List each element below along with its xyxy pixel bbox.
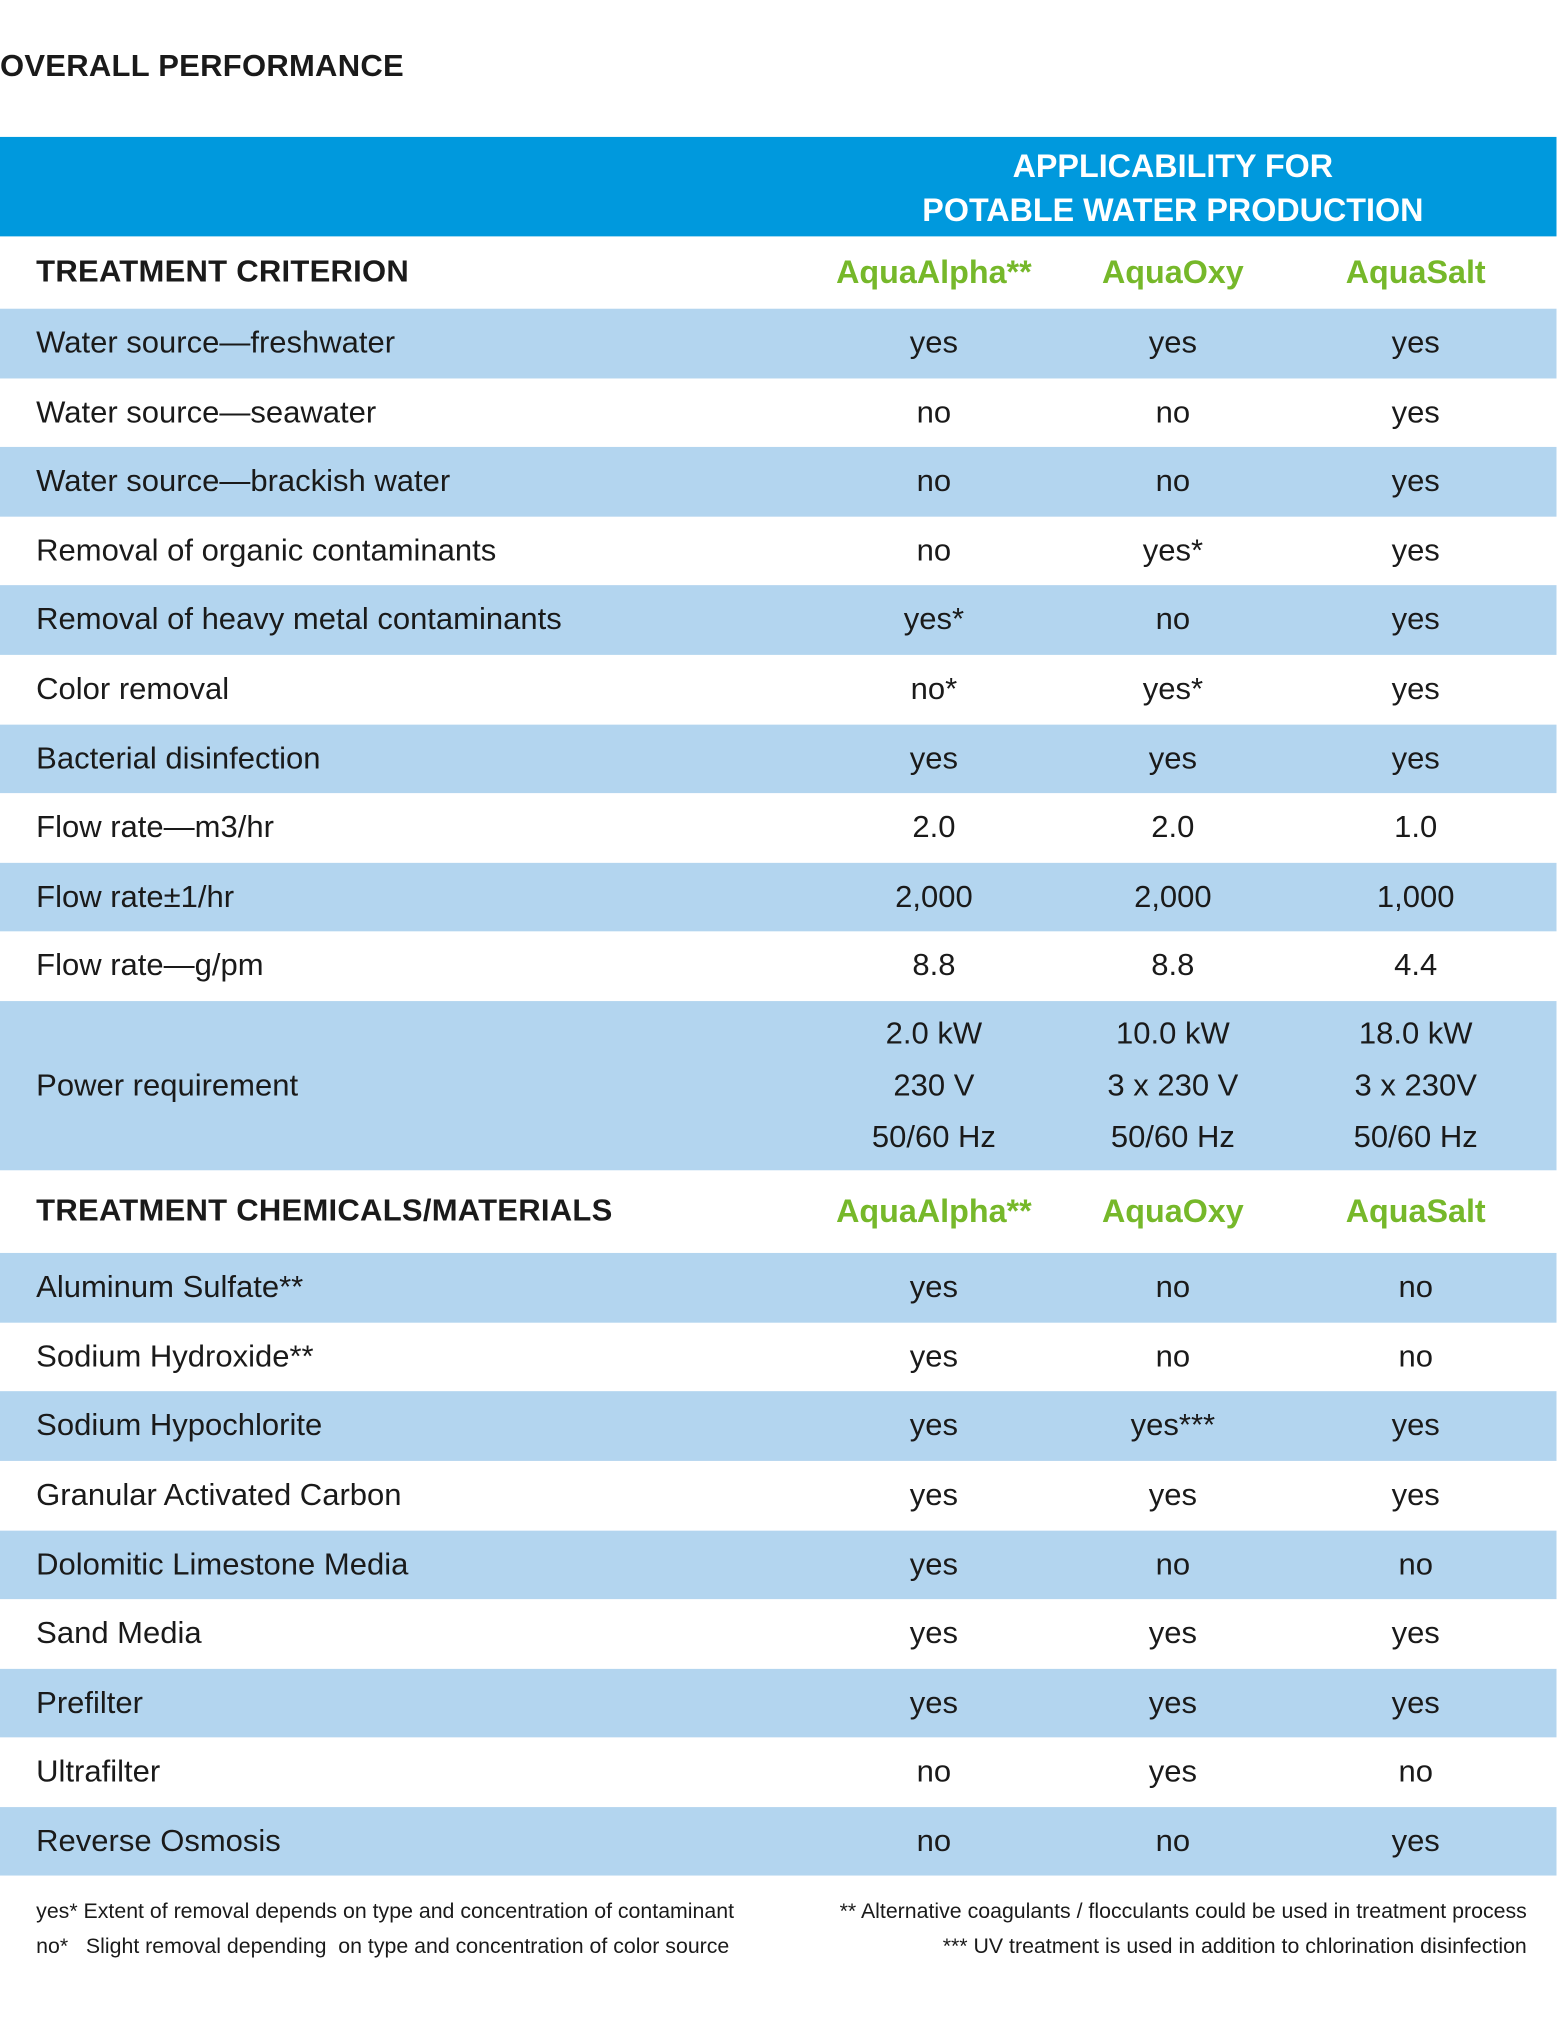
cell-aquaalpha: yes [909,1407,959,1443]
cell-aquaalpha: 8.8 [912,948,956,983]
power-stack [872,1008,996,1163]
cell-aquasalt: no [1398,1269,1433,1305]
cell-aquaoxy: yes [1148,1615,1197,1651]
row-label: Color removal [36,671,230,707]
footnote-triple-star: *** UV treatment is used in addition to chlorination disinfection [942,1934,1527,1959]
cell-aquaalpha: no [916,1754,952,1790]
power-watts: 2.0 kW [885,1015,983,1051]
table-row [0,447,1556,517]
table-row [0,793,1556,863]
page-title: OVERALL PERFORMANCE [0,49,404,84]
power-frequency: 50/60 Hz [1110,1119,1235,1155]
power-frequency: 50/60 Hz [871,1119,996,1155]
power-stack [1354,1008,1478,1163]
cell-aquaoxy: yes* [1142,532,1204,568]
cell-aquaalpha: no [916,1823,952,1859]
product-header-aquasalt: AquaSalt [1345,1192,1486,1230]
cell-aquaalpha: no [916,463,952,499]
cell-aquaoxy: no [1155,463,1191,499]
table-row [0,1323,1556,1391]
banner-line-1: APPLICABILITY FOR [1012,148,1334,185]
cell-aquasalt: yes [1391,1615,1440,1651]
cell-aquasalt: yes [1391,1823,1440,1859]
criterion-heading: TREATMENT CRITERION [36,254,410,290]
table-row [0,1669,1556,1737]
cell-aquaalpha [811,1001,1056,1170]
cell-aquasalt: yes [1391,1407,1440,1443]
row-label: Sand Media [36,1615,202,1651]
cell-aquasalt: no [1398,1338,1433,1374]
row-label: Removal of organic contaminants [36,532,497,568]
cell-aquaoxy: yes [1148,740,1197,776]
row-label: Power requirement [36,1067,299,1103]
row-label: Flow rate—g/pm [36,948,264,983]
cell-aquaoxy: 2,000 [1134,879,1212,914]
cell-aquasalt: no [1398,1754,1433,1790]
row-label: Granular Activated Carbon [36,1477,402,1513]
product-header-aquaoxy: AquaOxy [1101,253,1244,290]
applicability-banner [0,137,1556,236]
cell-aquaalpha: 2,000 [895,879,973,914]
table-row [0,725,1556,793]
row-label: Removal of heavy metal contaminants [36,601,562,637]
power-voltage: 3 x 230V [1354,1067,1477,1103]
cell-aquasalt: yes [1391,1477,1440,1513]
cell-aquaoxy: no [1155,1823,1191,1859]
cell-aquaalpha: no* [910,671,958,707]
cell-aquaalpha: yes [909,740,959,776]
product-header-aquaoxy: AquaOxy [1101,1192,1244,1230]
cell-aquasalt: yes [1391,325,1440,361]
footnote-yes-star: yes* Extent of removal depends on type and concentration of contaminant [36,1900,735,1924]
cell-aquaalpha: no [916,394,952,430]
table-row [0,1253,1556,1323]
cell-aquasalt: yes [1391,1685,1440,1720]
cell-aquaalpha: yes [909,1685,959,1720]
cell-aquaoxy: yes [1148,1754,1197,1790]
cell-aquaalpha: yes* [903,601,965,637]
table-row [0,863,1556,931]
row-label: Water source—brackish water [36,463,451,499]
cell-aquasalt: 1,000 [1376,879,1455,914]
footnote-no-star: no* Slight removal depending on type and concentration of color source [36,1934,730,1959]
cell-aquasalt: yes [1391,394,1440,430]
row-label: Bacterial disinfection [36,740,321,776]
cell-aquaoxy: no [1155,1269,1191,1305]
row-label: Sodium Hydroxide** [36,1338,314,1374]
chemicals-header-row [0,1170,1556,1253]
table-row [0,655,1556,725]
product-header-aquaalpha: AquaAlpha** [836,253,1032,290]
row-label: Flow rate—m3/hr [36,809,274,845]
row-label: Flow rate±1/hr [36,879,235,914]
cell-aquasalt: yes [1391,601,1440,637]
cell-aquaalpha: yes [909,325,959,361]
table-row [0,1531,1556,1599]
row-label: Water source—freshwater [36,325,396,361]
product-header-aquaalpha: AquaAlpha** [836,1192,1032,1230]
cell-aquaalpha: yes [909,1615,959,1651]
cell-aquasalt: yes [1391,740,1440,776]
table-row [0,309,1556,379]
cell-aquasalt [1293,1001,1538,1170]
row-label: Reverse Osmosis [36,1823,281,1859]
cell-aquaalpha: yes [909,1269,959,1305]
cell-aquaalpha: yes [909,1338,959,1374]
cell-aquaoxy: no [1155,1546,1191,1582]
power-watts: 10.0 kW [1116,1015,1230,1051]
table-row [0,378,1556,446]
cell-aquaoxy: yes [1148,1477,1197,1513]
power-watts: 18.0 kW [1358,1015,1473,1051]
table-row [0,1807,1556,1875]
power-voltage: 230 V [893,1067,975,1103]
cell-aquaoxy [1050,1001,1295,1170]
cell-aquaoxy: no [1155,394,1191,430]
table-row [0,517,1556,585]
row-label: Sodium Hypochlorite [36,1407,323,1443]
cell-aquaoxy: yes [1148,325,1197,361]
power-requirement-row [0,1001,1556,1170]
banner-line-2: POTABLE WATER PRODUCTION [922,192,1424,229]
product-header-aquasalt: AquaSalt [1345,253,1486,290]
power-frequency: 50/60 Hz [1353,1119,1478,1155]
row-label: Prefilter [36,1685,143,1720]
cell-aquaoxy: no [1155,1338,1191,1374]
cell-aquaoxy: yes* [1142,671,1204,707]
power-voltage: 3 x 230 V [1107,1067,1239,1103]
table-row [0,1737,1556,1807]
row-label: Dolomitic Limestone Media [36,1546,409,1582]
cell-aquaalpha: yes [909,1477,959,1513]
cell-aquaoxy: 2.0 [1151,809,1195,845]
table-row [0,1461,1556,1531]
banner-text [827,145,1519,233]
row-label: Aluminum Sulfate** [36,1269,304,1305]
cell-aquasalt: no [1398,1546,1433,1582]
cell-aquaalpha: 2.0 [912,809,956,845]
table-row [0,1391,1556,1461]
cell-aquasalt: yes [1391,463,1440,499]
chemicals-heading: TREATMENT CHEMICALS/MATERIALS [36,1193,613,1229]
footnote-double-star: ** Alternative coagulants / flocculants could be used in treatment process [839,1900,1527,1924]
cell-aquaalpha: no [916,532,952,568]
cell-aquasalt: 4.4 [1394,948,1438,983]
cell-aquaoxy: 8.8 [1151,948,1195,983]
power-stack [1107,1008,1238,1163]
cell-aquasalt: 1.0 [1394,809,1438,845]
cell-aquaalpha: yes [909,1546,959,1582]
cell-aquasalt: yes [1391,532,1440,568]
row-label: Ultrafilter [36,1754,161,1790]
cell-aquaoxy: yes [1148,1685,1197,1720]
table-row [0,931,1556,1001]
row-label: Water source—seawater [36,394,377,430]
criterion-header-row [0,236,1556,308]
cell-aquasalt: yes [1391,671,1440,707]
cell-aquaoxy: no [1155,601,1191,637]
cell-aquaoxy: yes*** [1130,1407,1216,1443]
table-row [0,585,1556,655]
table-row [0,1599,1556,1669]
